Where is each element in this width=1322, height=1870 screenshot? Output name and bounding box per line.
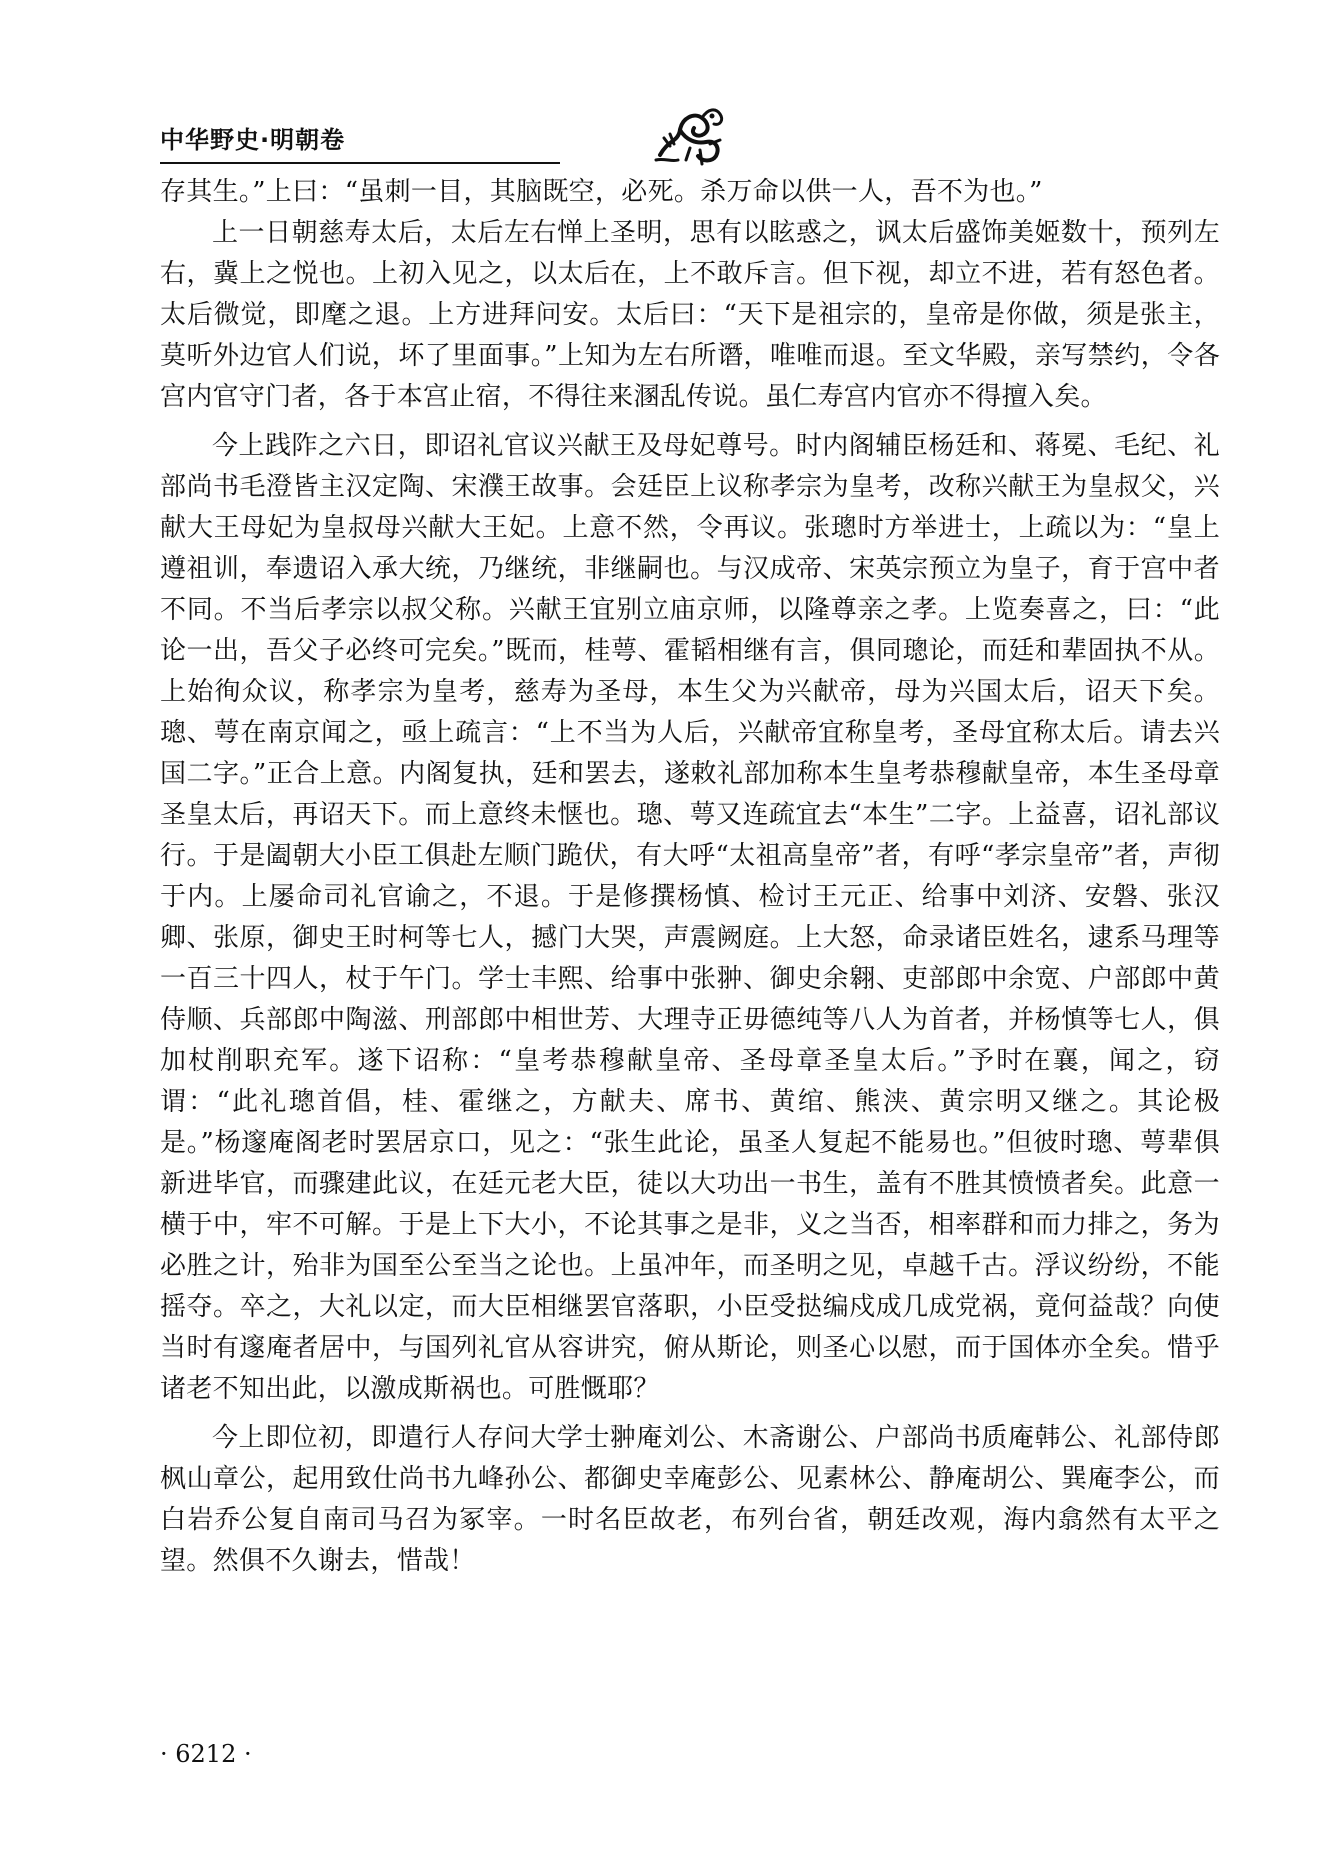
paragraph: 上一日朝慈寿太后，太后左右惮上圣明，思有以眩惑之，讽太后盛饰美姬数十，预列左右，冀上之悦也。上初入见之，以太后在，上不敢斥言。但下视，却立不进，若有怒色者。太后微觉，即麾之退。上方进拜问安。太后曰：“天下是祖宗的，皇帝是你做，须是张主，莫听外边官人们说，坏了里面事。”上知为左右所谮，唯唯而退。至文华殿，亲写禁约，令各宫内官守门者，各于本宫止宿，不得往来溷乱传说。虽仁寿宫内官亦不得擅入矣。 bbox=[160, 218, 1220, 412]
paragraph: 今上践阼之六日，即诏礼官议兴献王及母妃尊号。时内阁辅臣杨廷和、蒋冕、毛纪、礼部尚书毛澄皆主汉定陶、宋濮王故事。会廷臣上议称孝宗为皇考，改称兴献王为皇叔父，兴献大王母妃为皇叔母兴献大王妃。上意不然，令再议。张璁时方举进士，上疏以为：“皇上遵祖训，奉遗诏入承大统，乃继统，非继嗣也。与汉成帝、宋英宗预立为皇子，育于宫中者不同。不当后孝宗以叔父称。兴献王宜别立庙京师，以隆尊亲之孝。上览奏喜之，曰：“此论一出，吾父子必终可完矣。”既而，桂萼、霍韬相继有言，俱同璁论，而廷和辈固执不从。上始徇众议，称孝宗为皇考，慈寿为圣母，本生父为兴献帝，母为兴国太后，诏天下矣。璁、萼在南京闻之，亟上疏言：“上不当为人后，兴献帝宜称皇考，圣母宜称太后。请去兴国二字。”正合上意。内阁复执，廷和罢去，遂敕礼部加称本生皇考恭穆献皇帝，本生圣母章圣皇太后，再诏天下。而上意终未惬也。璁、萼又连疏宜去“本生”二字。上益喜，诏礼部议行。于是阖朝大小臣工俱赴左顺门跪伏，有大呼“太祖高皇帝”者，有呼“孝宗皇帝”者，声彻于内。上屡命司礼官谕之，不退。于是修撰杨慎、检讨王元正、给事中刘济、安磐、张汉卿、张原，御史王时柯等七人，撼门大哭，声震阙庭。上大怒，命录诸臣姓名，逮系马理等一百三十四人，杖于午门。学士丰熙、给事中张翀、御史余翱、吏部郎中余宽、户部郎中黄侍顺、兵部郎中陶滋、刑部郎中相世芳、大理寺正毋德纯等八人为首者，并杨慎等七人，俱加杖削职充军。遂下诏称：“皇考恭穆献皇帝、圣母章圣皇太后。”予时在襄，闻之，窃谓：“此礼璁首倡，桂、霍继之，方献夫、席书、黄绾、熊浃、黄宗明又继之。其论极是。”杨邃庵阁老时罢居京口，见之：“张生此论，虽圣人复起不能易也。”但彼时璁、萼辈俱新进毕官，而骤建此议，在廷元老大臣，徒以大功出一书生，盖有不胜其愤愤者矣。此意一横于中，牢不可解。于是上下大小，不论其事之是非，义之当否，相率群和而力排之，务为必胜之计，殆非为国至公至当之论也。上虽冲年，而圣明之见，卓越千古。浮议纷纷，不能摇夺。卒之，大礼以定，而大臣相继罢官落职，小臣受挞编戍成几成党祸，竟何益哉？向使当时有邃庵者居中，与国列礼官从容讲究，俯从斯论，则圣心以慰，而于国体亦全矣。惜乎诸老不知出此，以激成斯祸也。可胜慨耶？ bbox=[160, 431, 1220, 1404]
running-header bbox=[160, 100, 1090, 170]
paragraph: 今上即位初，即遣行人存问大学士翀庵刘公、木斋谢公、户部尚书质庵韩公、礼部侍郎枫山章公，起用致仕尚书九峰孙公、都御史幸庵彭公、见素林公、静庵胡公、巽庵李公，而白岩乔公复自南司马召为冢宰。一时名臣故老，布列台省，朝廷改观，海内翕然有太平之望。然俱不久谢去，惜哉！ bbox=[160, 1423, 1220, 1576]
header-title: 中华野史·明朝卷 bbox=[160, 126, 346, 154]
paragraph-continued: 存其生。”上曰：“虽刺一目，其脑既空，必死。杀万命以供一人，吾不为也。” bbox=[160, 177, 1043, 207]
dragon-emblem-icon bbox=[650, 100, 730, 170]
body-text bbox=[160, 172, 1220, 1582]
page-number: · 6212 · bbox=[160, 1740, 252, 1768]
header-rule bbox=[160, 162, 560, 164]
